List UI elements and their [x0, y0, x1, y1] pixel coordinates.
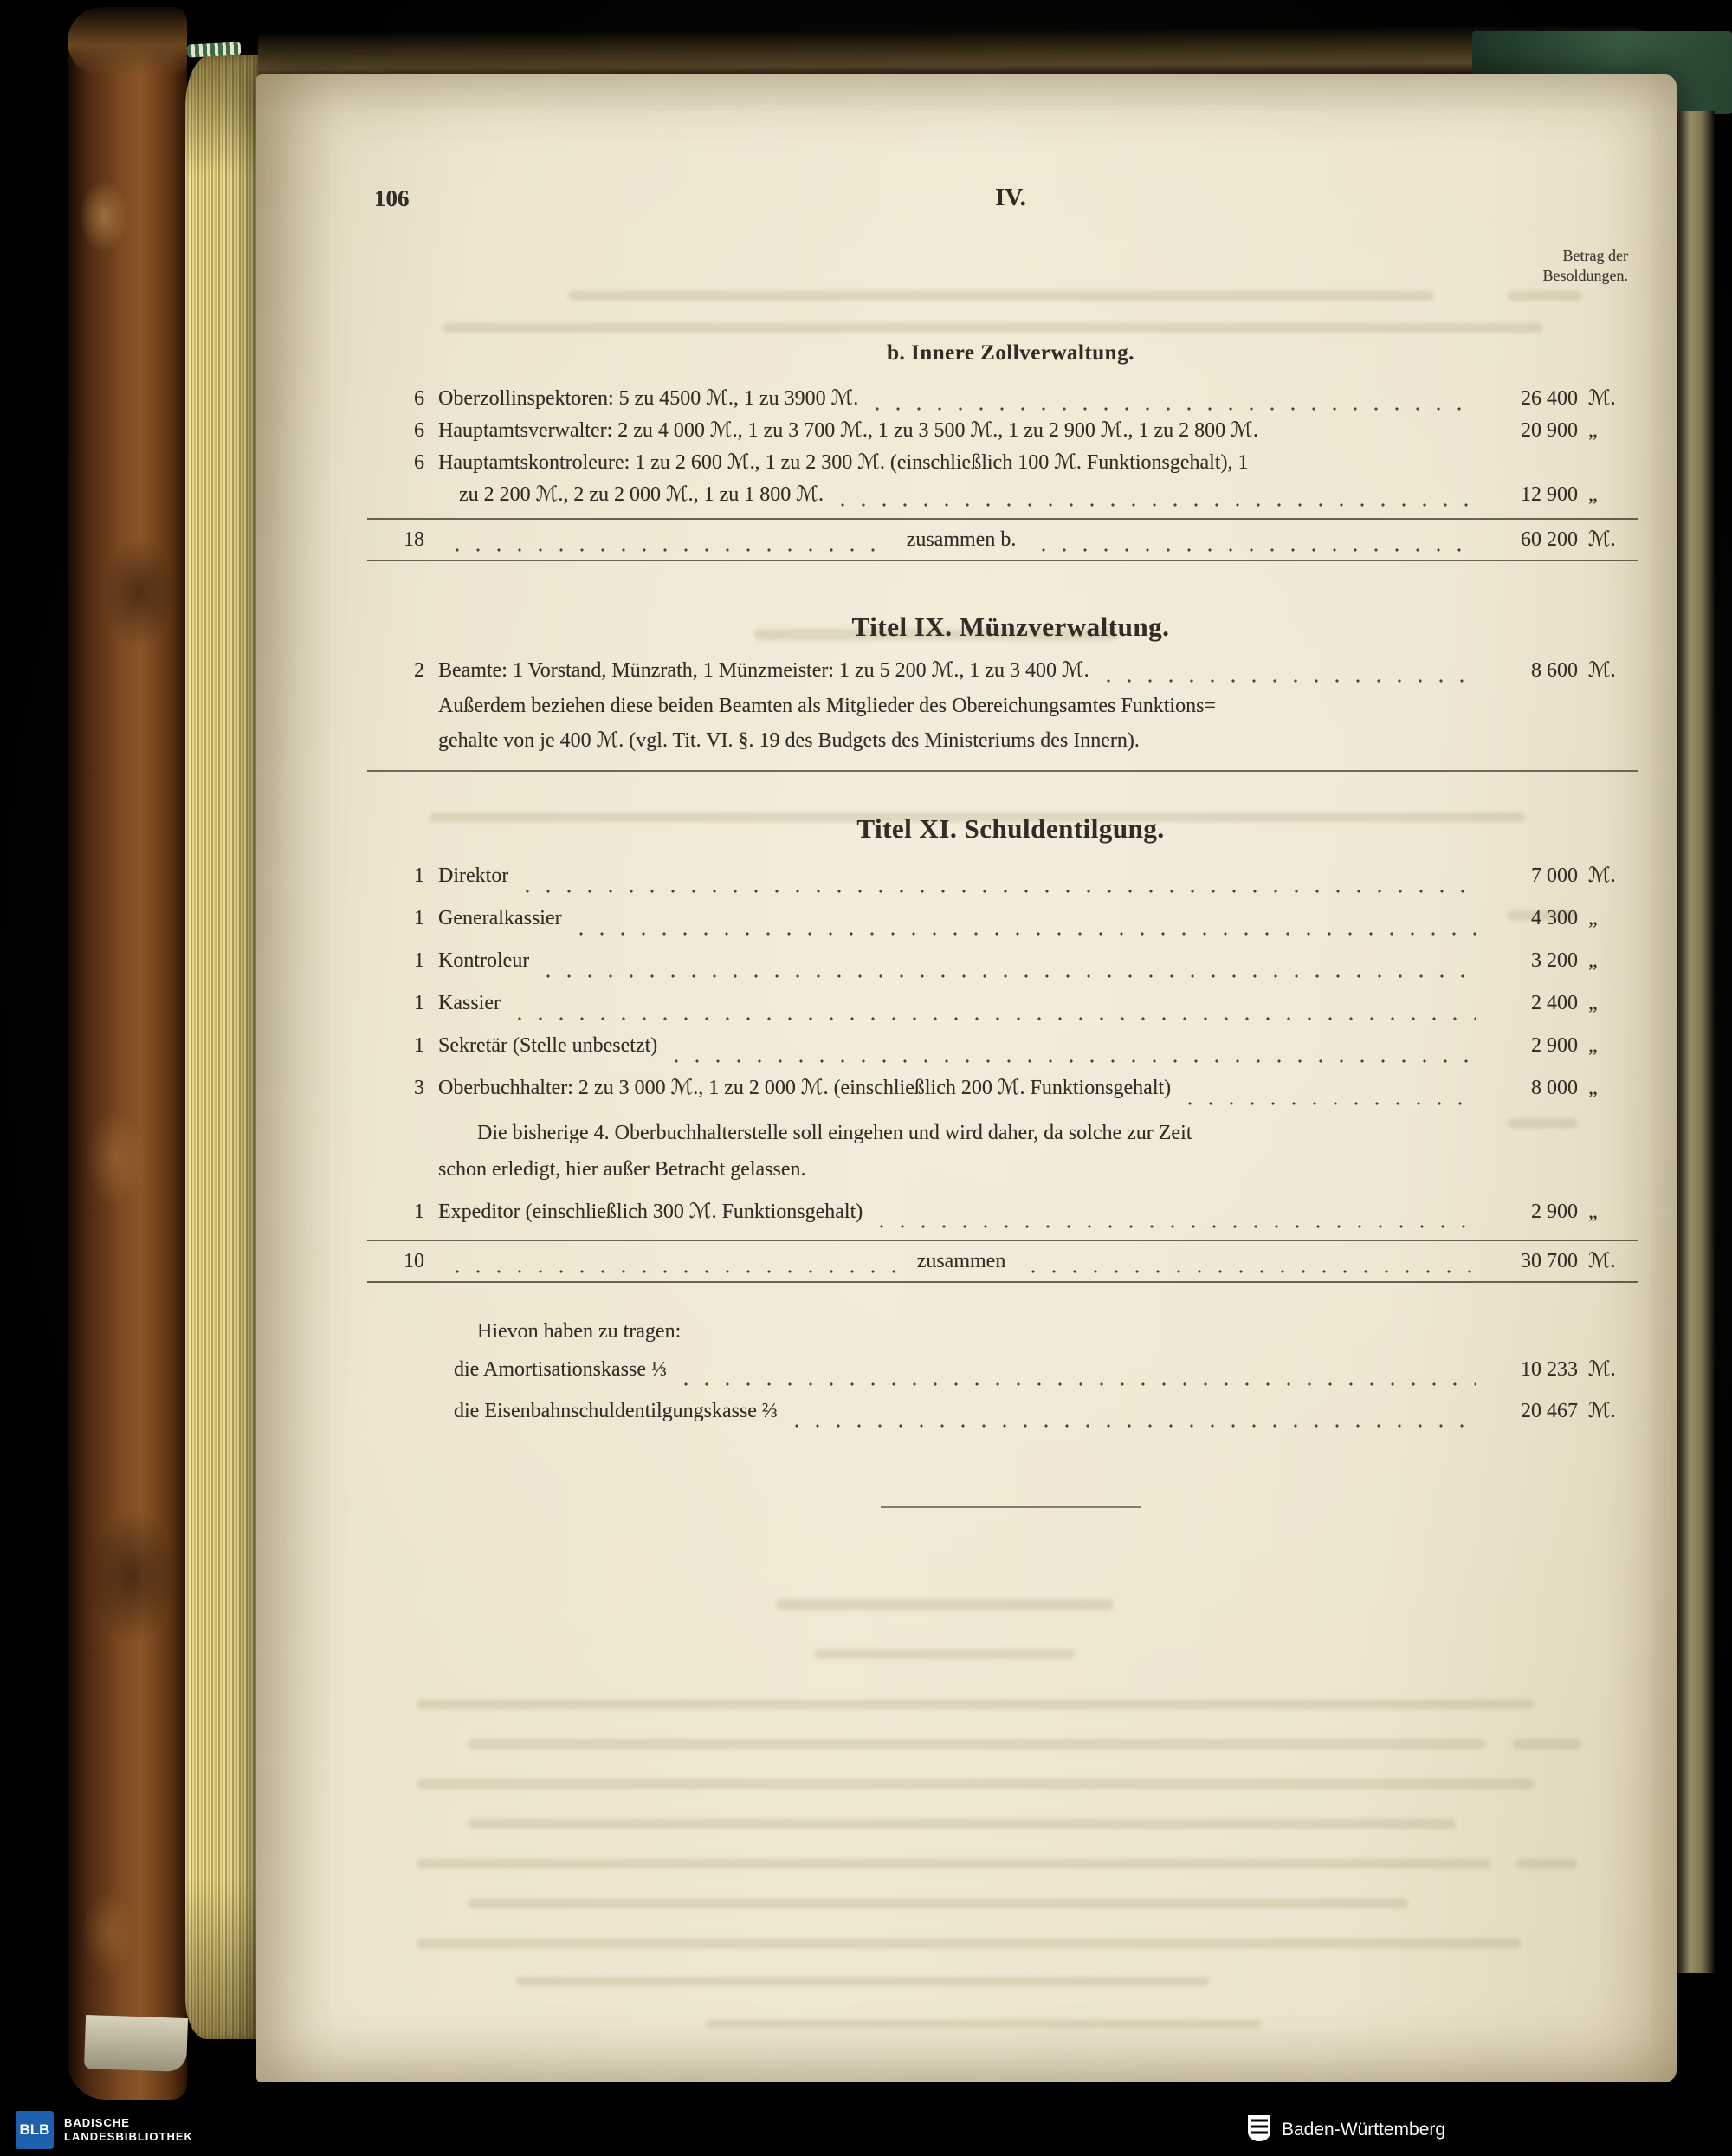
row-text: Hauptamtskontroleure: 1 zu 2 600 ℳ., 1 zu 2 300 ℳ. (einschließlich 100 ℳ. Funktionsgehalt), 1 — [438, 451, 1249, 474]
row-amount: 26 400 — [1521, 387, 1578, 410]
table-row — [393, 1025, 1628, 1067]
row-text: Oberzollinspektoren: 5 zu 4500 ℳ., 1 zu 3900 ℳ. — [438, 387, 859, 410]
dot-leader — [517, 880, 1476, 897]
amount-column-header-line2: Besoldungen. — [1542, 267, 1628, 284]
bleed-through-line — [815, 1649, 1075, 1659]
row-text: Expeditor (einschließlich 300 ℳ. Funktionsgehalt) — [438, 1201, 863, 1223]
sum-label: zusammen — [916, 1250, 1006, 1272]
bleed-through-line — [707, 2020, 1261, 2028]
sum-amount: 30 700 — [1521, 1250, 1579, 1272]
scanned-page — [256, 74, 1677, 2082]
note-line: Außerdem beziehen diese beiden Beamten als Mitglieder des Obereichungsamtes Funktions= — [438, 695, 1216, 717]
baden-wuerttemberg-emblem — [1247, 2114, 1271, 2146]
dot-leader — [538, 965, 1476, 982]
row-count: 1 — [414, 907, 424, 929]
title-xi-table — [393, 855, 1628, 1110]
row-amount: 8 600 — [1531, 659, 1578, 682]
dot-leader — [786, 1415, 1476, 1432]
row-text: Beamte: 1 Vorstand, Münzrath, 1 Münzmeister: 1 zu 5 200 ℳ., 1 zu 3 400 ℳ. — [438, 659, 1089, 682]
book-spine-top — [68, 7, 187, 76]
row-unit: „ — [1588, 1201, 1598, 1223]
section-b-sum-block — [367, 518, 1638, 561]
dot-leader — [666, 1050, 1476, 1067]
sum-amount: 60 200 — [1521, 528, 1579, 551]
table-row — [393, 1390, 1628, 1432]
row-amount: 2 900 — [1531, 1201, 1578, 1223]
table-row — [393, 1067, 1628, 1110]
row-text: Sekretär (Stelle unbesetzt) — [438, 1034, 658, 1057]
row-amount: 10 233 — [1521, 1358, 1578, 1381]
note-paragraph — [438, 689, 1628, 758]
row-unit: ℳ. — [1588, 387, 1616, 410]
allocation-heading: Hievon haben zu tragen: — [477, 1320, 682, 1343]
library-name-line2: LANDESBIBLIOTHEK — [64, 2130, 193, 2143]
row-text: Generalkassier — [438, 907, 562, 929]
row-text: Direktor — [438, 864, 509, 887]
row-unit: „ — [1588, 419, 1598, 442]
table-row — [393, 479, 1628, 511]
dot-leader — [447, 539, 889, 556]
section-b-table — [393, 383, 1628, 511]
row-count: 1 — [414, 1034, 424, 1057]
amount-column-header-line1: Betrag der — [1562, 247, 1628, 264]
row-amount: 7 000 — [1531, 864, 1578, 887]
bleed-through-line — [469, 1739, 1486, 1749]
note-line: schon erledigt, hier außer Betracht gelassen. — [438, 1158, 806, 1181]
dot-leader — [1023, 1260, 1476, 1278]
sum-count: 10 — [404, 1250, 424, 1272]
row-text: Kassier — [438, 992, 501, 1014]
sum-label: zusammen b. — [906, 528, 1017, 551]
allocation-table — [393, 1349, 1628, 1432]
row-text: die Amortisationskasse ⅓ — [454, 1358, 667, 1381]
page-header — [374, 184, 1628, 217]
bleed-through-line — [417, 1859, 1490, 1868]
bleed-through-line — [417, 1779, 1534, 1789]
row-unit: ℳ. — [1588, 659, 1616, 682]
amount-column-header — [393, 246, 1628, 286]
bleed-through-line — [776, 1599, 1114, 1610]
bleed-through-line — [469, 1819, 1456, 1829]
table-row — [393, 982, 1628, 1025]
dot-leader — [867, 398, 1476, 415]
state-label: Baden-Württemberg — [1282, 2120, 1446, 2140]
table-row — [393, 655, 1628, 687]
row-unit: „ — [1588, 949, 1598, 972]
page-fore-edges — [185, 55, 262, 2039]
dot-leader — [675, 1373, 1476, 1390]
row-amount: 20 900 — [1521, 419, 1578, 442]
row-text: Hauptamtsverwalter: 2 zu 4 000 ℳ., 1 zu 3 700 ℳ., 1 zu 3 500 ℳ., 1 zu 2 900 ℳ., 1 zu 2 800 ℳ. — [438, 419, 1258, 442]
row-count: 2 — [414, 659, 424, 682]
row-count: 6 — [414, 387, 424, 410]
dot-leader — [571, 923, 1476, 940]
dot-leader — [871, 1215, 1476, 1233]
row-unit: ℳ. — [1588, 1358, 1616, 1381]
row-amount: 2 900 — [1531, 1034, 1578, 1057]
note-line: Die bisherige 4. Oberbuchhalterstelle soll eingehen und wird daher, da solche zur Zeit — [477, 1122, 1192, 1144]
row-amount: 20 467 — [1521, 1400, 1578, 1422]
blb-logo[interactable]: BLB — [16, 2111, 54, 2149]
title-xi-sum-block — [367, 1240, 1638, 1283]
row-unit: ℳ. — [1588, 1400, 1616, 1422]
section-end-rule — [881, 1506, 1141, 1508]
row-count: 1 — [414, 992, 424, 1014]
row-unit: „ — [1588, 992, 1598, 1014]
blb-home-link[interactable] — [16, 2111, 193, 2149]
row-text: Kontroleur — [438, 949, 530, 972]
horizontal-rule — [367, 770, 1638, 772]
baden-wuerttemberg-link[interactable] — [1247, 2114, 1445, 2146]
bleed-through-line — [1516, 1859, 1577, 1868]
section-b-heading: b. Innere Zollverwaltung. — [887, 341, 1134, 365]
row-amount: 4 300 — [1531, 907, 1578, 929]
next-page-edge — [1677, 111, 1715, 1973]
chapter-number: IV. — [995, 184, 1026, 211]
dot-leader — [1257, 462, 1476, 479]
table-row — [393, 1191, 1628, 1233]
row-count: 3 — [414, 1077, 424, 1099]
table-row — [393, 415, 1628, 447]
sum-count: 18 — [404, 528, 424, 551]
row-count: 1 — [414, 1201, 424, 1223]
row-text: zu 2 200 ℳ., 2 zu 2 000 ℳ., 1 zu 1 800 ℳ. — [459, 483, 824, 506]
dot-leader — [1098, 670, 1476, 687]
table-row — [393, 383, 1628, 415]
table-row — [393, 1349, 1628, 1390]
library-name-line1: BADISCHE — [64, 2116, 130, 2129]
table-row — [393, 447, 1628, 479]
row-count: 1 — [414, 949, 424, 972]
row-amount: 3 200 — [1531, 949, 1578, 972]
page-corner-sliver — [84, 2015, 188, 2072]
dot-leader — [1179, 1092, 1476, 1110]
bleed-through-line — [417, 1700, 1534, 1709]
row-amount: 2 400 — [1531, 992, 1578, 1014]
bleed-through-line — [1512, 1739, 1581, 1749]
row-text: die Eisenbahnschuldentilgungskasse ⅔ — [454, 1400, 778, 1422]
title-xi-heading: Titel XI. Schuldentilgung. — [856, 813, 1165, 844]
page-number: 106 — [374, 185, 410, 211]
book-top-edge — [258, 26, 1671, 82]
note-paragraph — [393, 1115, 1628, 1188]
row-text: Oberbuchhalter: 2 zu 3 000 ℳ., 1 zu 2 000 ℳ. (einschließlich 200 ℳ. Funktionsgehalt) — [438, 1077, 1172, 1099]
row-unit: „ — [1588, 483, 1598, 506]
dot-leader — [1267, 430, 1476, 447]
dot-leader — [832, 494, 1476, 511]
library-name — [64, 2116, 193, 2144]
page-content — [374, 74, 1628, 1508]
table-row — [393, 940, 1628, 982]
sum-unit: ℳ. — [1588, 528, 1616, 551]
row-unit: „ — [1588, 907, 1598, 929]
row-count: 6 — [414, 419, 424, 442]
row-count: 1 — [414, 864, 424, 887]
row-unit: ℳ. — [1588, 864, 1616, 887]
book-spine — [68, 7, 187, 2100]
dot-leader — [447, 1260, 900, 1278]
sum-unit: ℳ. — [1588, 1250, 1616, 1272]
sum-row — [367, 524, 1638, 556]
dot-leader — [509, 1007, 1476, 1025]
table-row — [393, 897, 1628, 940]
bleed-through-line — [469, 1899, 1408, 1908]
bleed-through-line — [417, 1939, 1521, 1948]
note-line: gehalte von je 400 ℳ. (vgl. Tit. VI. §. 19 des Budgets des Ministeriums des Innern). — [438, 729, 1140, 752]
row-amount: 8 000 — [1531, 1077, 1578, 1099]
title-ix-heading: Titel IX. Münzverwaltung. — [851, 612, 1170, 642]
bleed-through-line — [516, 1977, 1209, 1986]
dot-leader — [1033, 539, 1476, 556]
sum-row — [367, 1246, 1638, 1278]
row-amount: 12 900 — [1521, 483, 1578, 506]
table-row — [393, 855, 1628, 897]
row-unit: „ — [1588, 1077, 1598, 1099]
row-unit: „ — [1588, 1034, 1598, 1057]
viewer-footer — [0, 2104, 1732, 2156]
row-count: 6 — [414, 451, 424, 474]
